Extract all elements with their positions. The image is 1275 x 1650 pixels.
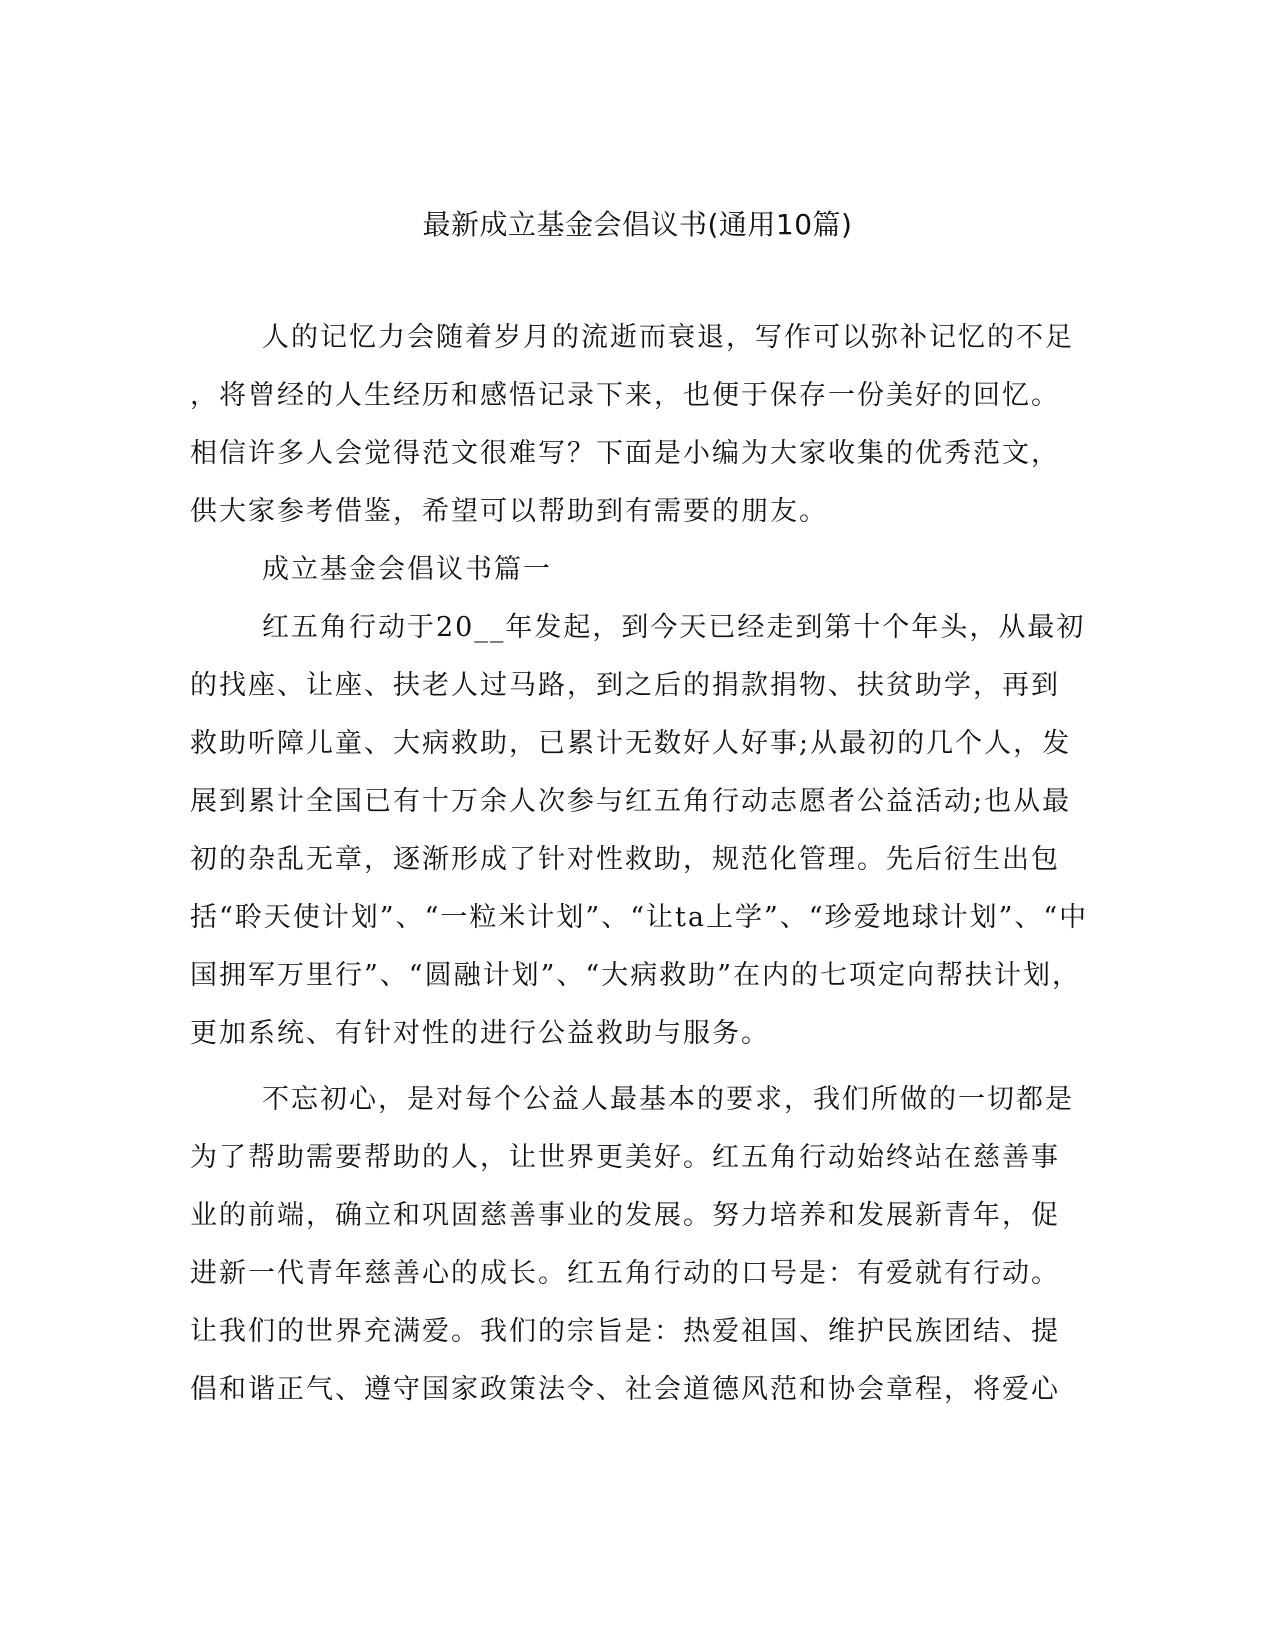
paragraph-line: 的找座、让座、扶老人过马路，到之后的捐款捐物、扶贫助学，再到 — [190, 670, 1060, 701]
paragraph-line: 红五角行动于20__年发起，到今天已经走到第十个年头，从最初 — [262, 612, 1086, 643]
paragraph-line: 供大家参考借鉴，希望可以帮助到有需要的朋友。 — [190, 496, 828, 527]
paragraph-line: ，将曾经的人生经历和感悟记录下来，也便于保存一份美好的回忆。 — [190, 380, 1060, 411]
paragraph-line: 让我们的世界充满爱。我们的宗旨是：热爱祖国、维护民族团结、提 — [190, 1316, 1060, 1347]
paragraph-line: 为了帮助需要帮助的人，让世界更美好。红五角行动始终站在慈善事 — [190, 1142, 1060, 1173]
paragraph-line: 括“聆天使计划”、“一粒米计划”、“让ta上学”、“珍爱地球计划”、“中 — [190, 902, 1089, 933]
paragraph-line: 展到累计全国已有十万余人次参与红五角行动志愿者公益活动;也从最 — [190, 786, 1072, 817]
paragraph-line: 倡和谐正气、遵守国家政策法令、社会道德风范和协会章程，将爱心 — [190, 1374, 1060, 1405]
paragraph-line: 初的杂乱无章，逐渐形成了针对性救助，规范化管理。先后衍生出包 — [190, 844, 1060, 875]
paragraph-line: 相信许多人会觉得范文很难写？下面是小编为大家收集的优秀范文， — [190, 438, 1060, 469]
document-title: 最新成立基金会倡议书(通用10篇) — [422, 208, 853, 241]
paragraph-line: 业的前端，确立和巩固慈善事业的发展。努力培养和发展新青年，促 — [190, 1200, 1060, 1231]
paragraph-line: 更加系统、有针对性的进行公益救助与服务。 — [190, 1018, 770, 1049]
section-heading: 成立基金会倡议书篇一 — [262, 554, 552, 585]
paragraph-line: 国拥军万里行”、“圆融计划”、“大病救助”在内的七项定向帮扶计划， — [190, 960, 1082, 991]
paragraph-line: 救助听障儿童、大病救助，已累计无数好人好事;从最初的几个人，发 — [190, 728, 1072, 759]
paragraph-line: 进新一代青年慈善心的成长。红五角行动的口号是：有爱就有行动。 — [190, 1258, 1060, 1289]
paragraph-line: 人的记忆力会随着岁月的流逝而衰退，写作可以弥补记忆的不足 — [262, 322, 1074, 353]
paragraph-line: 不忘初心，是对每个公益人最基本的要求，我们所做的一切都是 — [262, 1084, 1074, 1115]
